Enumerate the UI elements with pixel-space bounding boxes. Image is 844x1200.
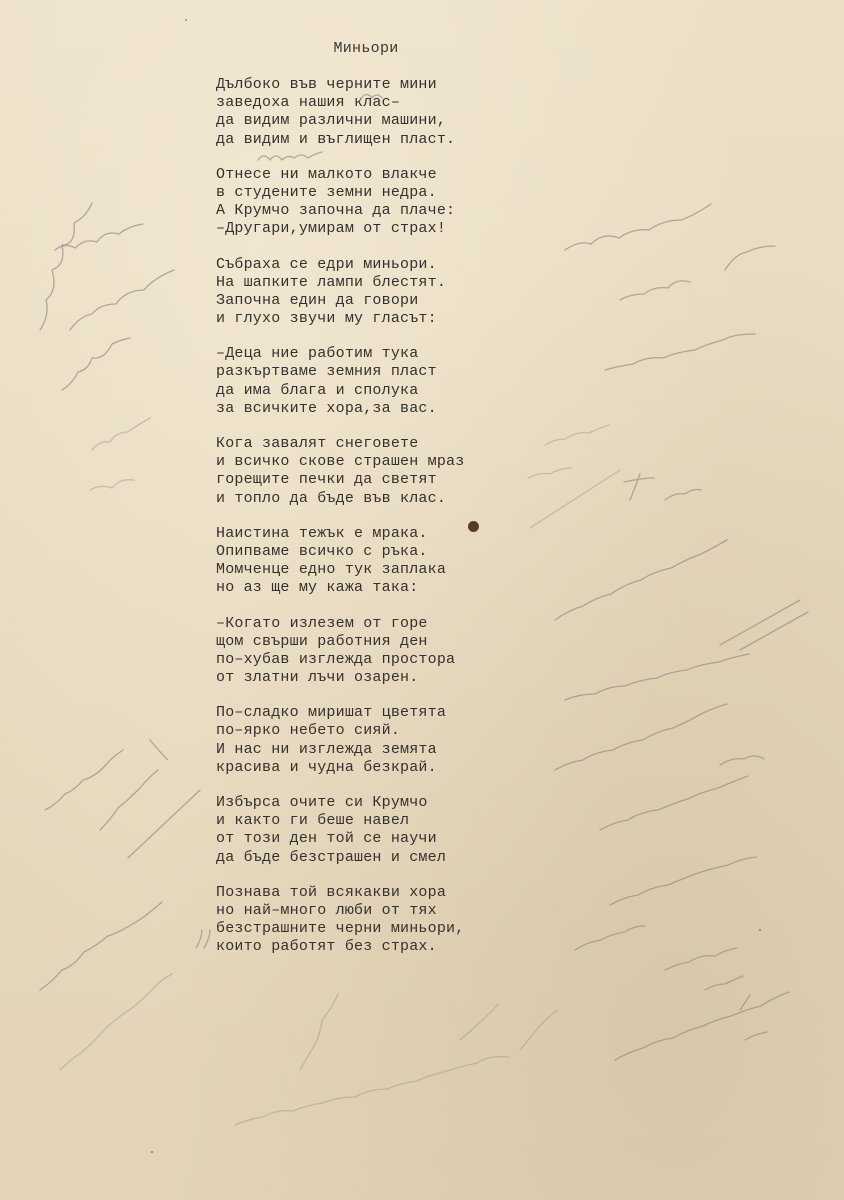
poem-line: красива и чудна безкрай. (216, 758, 437, 776)
poem-line: заведоха нашия клас– (216, 94, 401, 112)
pencil-scribble (528, 468, 572, 478)
stanza (216, 166, 464, 239)
pencil-scribble (605, 334, 755, 370)
poem-line: от този ден той се научи (216, 830, 437, 848)
poem-line: по–хубав изглежда простора (216, 650, 456, 668)
stanza (216, 884, 464, 957)
poem-line: но аз ще му кажа така: (216, 579, 419, 597)
pencil-scribble (620, 281, 690, 300)
pencil-scribble (555, 540, 727, 620)
pencil-scribble (545, 425, 609, 445)
poem-line: Започна един да говори (216, 291, 419, 309)
poem-line: Кога завалят снеговете (216, 435, 419, 452)
poem-line: и всичко скове страшен мраз (216, 453, 465, 471)
poem-line: но най–много люби от тях (216, 901, 437, 919)
pencil-scribble (665, 948, 737, 970)
stanza (216, 435, 464, 508)
pencil-scribble (610, 857, 756, 905)
pencil-scribble (70, 270, 174, 330)
paper-speck (759, 929, 761, 931)
poem-line: горещите печки да светят (216, 471, 437, 489)
poem-line: да видим и въглищен пласт. (216, 130, 456, 148)
pencil-scribble (720, 600, 808, 650)
poem-title: Миньори (333, 40, 399, 57)
pencil-scribble (60, 974, 172, 1070)
poem-line: –Деца ние работим тука (216, 345, 419, 363)
pencil-scribble (100, 770, 158, 830)
poem-line: Събраха се едри миньори. (216, 255, 437, 273)
poem-line: Наистина тежък е мрака. (216, 524, 428, 542)
poem-line: щом свърши работния ден (216, 632, 428, 650)
pencil-scribble (460, 1004, 498, 1040)
pencil-scribble (530, 470, 620, 528)
pencil-scribble (55, 224, 143, 250)
poem-line: На шапките лампи блестят. (216, 273, 447, 291)
poem-line: и както ги беше навел (216, 812, 410, 830)
pencil-scribble (40, 203, 92, 330)
pencil-scribble (615, 992, 789, 1060)
pencil-scribble (40, 902, 162, 990)
poem-body (216, 76, 464, 974)
stanza (216, 76, 464, 149)
stanza (216, 256, 464, 329)
paper-speck (151, 1151, 154, 1154)
paper-speck (185, 19, 187, 21)
stanza (216, 704, 464, 777)
poem-line: По–сладко миришат цветята (216, 704, 447, 722)
pencil-scribble (600, 776, 748, 830)
pencil-scribble (45, 750, 123, 810)
poem-line: безстрашните черни миньори, (216, 920, 465, 938)
pencil-scribble (90, 480, 134, 490)
pencil-scribble (624, 474, 701, 500)
ink-blot (468, 521, 479, 532)
pencil-scribble (92, 418, 150, 450)
poem-line: разкъртваме земния пласт (216, 363, 437, 381)
poem-line: Момченце едно тук заплака (216, 561, 447, 579)
stanza (216, 345, 464, 418)
pencil-scribble (575, 926, 645, 950)
poem-line: в студените земни недра. (216, 183, 437, 201)
pencil-scribble (235, 1057, 509, 1125)
pencil-scribble (725, 246, 775, 270)
pencil-scribble (62, 338, 130, 390)
stanza (216, 794, 464, 867)
poem-line: които работят без страх. (216, 938, 437, 956)
pencil-scribble (150, 740, 168, 760)
pencil-scribble (555, 704, 727, 770)
poem-line: и топло да бъде във клас. (216, 489, 447, 507)
poem-line: Отнесе ни малкото влакче (216, 165, 437, 183)
pencil-scribble (520, 1010, 558, 1050)
stanza (216, 615, 464, 688)
pencil-scribble (196, 930, 210, 948)
stanza (216, 525, 464, 598)
pencil-scribble (565, 654, 749, 700)
poem-line: и глухо звучи му гласът: (216, 310, 437, 328)
pencil-scribble (300, 994, 338, 1070)
poem-line: Избърса очите си Крумчо (216, 794, 428, 811)
pencil-scribble (128, 790, 200, 858)
poem-line: да видим различни машини, (216, 112, 447, 130)
poem-line: –Другари,умирам от страх! (216, 220, 447, 238)
poem-line: А Крумчо започна да плаче: (216, 202, 456, 220)
poem-line: да има блага и сполука (216, 381, 419, 399)
poem-line: Опипваме всичко с ръка. (216, 542, 428, 560)
poem-line: Познава той всякакви хора (216, 883, 447, 901)
pencil-scribble (705, 976, 743, 990)
pencil-scribble (740, 995, 767, 1040)
pencil-scribble (720, 756, 764, 765)
poem-line: И нас ни изглежда земята (216, 740, 437, 758)
poem-line: –Когато излезем от горе (216, 614, 428, 632)
poem-line: за всичките хора,за вас. (216, 399, 437, 417)
poem-line: Дълбоко във черните мини (216, 76, 437, 93)
poem-line: от златни лъчи озарен. (216, 669, 419, 687)
pencil-scribble (565, 204, 711, 250)
poem-line: да бъде безстрашен и смел (216, 848, 447, 866)
poem-line: по–ярко небето сияй. (216, 722, 401, 740)
